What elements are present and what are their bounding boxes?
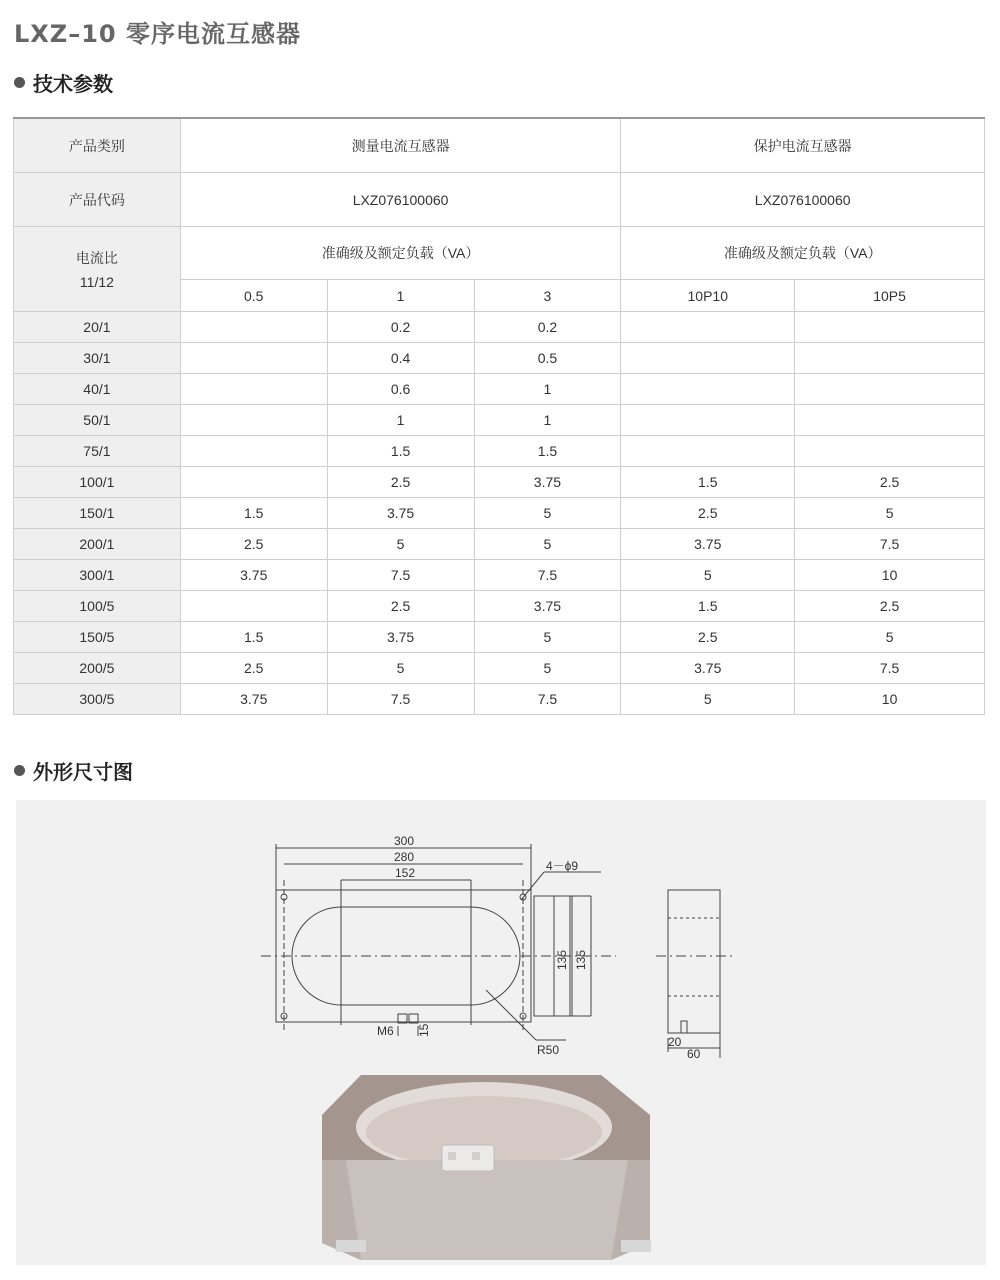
ratio-cell: 300/5 xyxy=(14,684,181,715)
table-row xyxy=(14,436,985,467)
table-row xyxy=(14,653,985,684)
dim-280-label: 280 xyxy=(394,850,415,864)
spec-table xyxy=(13,117,985,715)
value-cell: 2.5 xyxy=(327,467,474,498)
value-cell xyxy=(795,436,985,467)
dimension-drawing xyxy=(16,800,986,1265)
ratio-cell: 30/1 xyxy=(14,343,181,374)
table-row xyxy=(14,684,985,715)
category-measure: 测量电流互感器 xyxy=(180,118,621,173)
ratio-cell: 150/5 xyxy=(14,622,181,653)
value-cell: 7.5 xyxy=(327,560,474,591)
value-cell: 5 xyxy=(621,684,795,715)
dim-15-label: 15 xyxy=(417,1023,431,1037)
table-row xyxy=(14,374,985,405)
value-cell xyxy=(621,374,795,405)
header-ratio-line2: 11/12 xyxy=(79,274,114,290)
value-cell: 10 xyxy=(795,684,985,715)
category-protect: 保护电流互感器 xyxy=(621,118,985,173)
value-cell: 7.5 xyxy=(474,684,621,715)
class-col: 10P10 xyxy=(621,280,795,312)
value-cell: 3.75 xyxy=(180,684,327,715)
ratio-cell: 200/5 xyxy=(14,653,181,684)
ratio-cell: 40/1 xyxy=(14,374,181,405)
value-cell: 0.4 xyxy=(327,343,474,374)
value-cell: 3.75 xyxy=(327,498,474,529)
value-cell: 1 xyxy=(474,374,621,405)
side-view-outline xyxy=(668,890,720,1033)
ratio-cell: 20/1 xyxy=(14,312,181,343)
ratio-cell: 75/1 xyxy=(14,436,181,467)
table-row xyxy=(14,405,985,436)
code-measure: LXZ076100060 xyxy=(180,173,621,227)
header-category: 产品类别 xyxy=(14,118,181,173)
value-cell: 0.2 xyxy=(474,312,621,343)
dimension-drawing-panel xyxy=(16,800,986,1265)
bullet-dot-icon xyxy=(14,77,25,88)
table-row xyxy=(14,560,985,591)
value-cell: 5 xyxy=(795,622,985,653)
value-cell: 2.5 xyxy=(180,529,327,560)
value-cell: 7.5 xyxy=(327,684,474,715)
value-cell: 5 xyxy=(621,560,795,591)
dim-20-label: 20 xyxy=(668,1035,682,1049)
value-cell xyxy=(180,312,327,343)
value-cell: 5 xyxy=(327,529,474,560)
dim-r50-label: R50 xyxy=(537,1043,560,1057)
value-cell: 1.5 xyxy=(474,436,621,467)
header-ratio-line1: 电流比 xyxy=(75,250,118,266)
section-heading-dimension xyxy=(14,756,133,785)
section-heading-spec xyxy=(14,68,113,97)
value-cell: 2.5 xyxy=(795,467,985,498)
value-cell: 10 xyxy=(795,560,985,591)
accuracy-measure: 准确级及额定负载（VA） xyxy=(180,227,621,280)
value-cell: 2.5 xyxy=(621,498,795,529)
value-cell: 1.5 xyxy=(621,467,795,498)
value-cell: 5 xyxy=(474,653,621,684)
value-cell xyxy=(795,405,985,436)
ratio-cell: 100/1 xyxy=(14,467,181,498)
bullet-dot-icon xyxy=(14,765,25,776)
page-title: LXZ–10 零序电流互感器 xyxy=(14,20,301,48)
value-cell xyxy=(180,467,327,498)
dim-135-inner-label: 135 xyxy=(555,949,569,970)
value-cell xyxy=(180,436,327,467)
value-cell: 2.5 xyxy=(180,653,327,684)
value-cell: 2.5 xyxy=(795,591,985,622)
value-cell: 1.5 xyxy=(327,436,474,467)
value-cell: 7.5 xyxy=(795,529,985,560)
table-row xyxy=(14,622,985,653)
value-cell: 5 xyxy=(474,529,621,560)
ratio-cell: 100/5 xyxy=(14,591,181,622)
value-cell xyxy=(621,343,795,374)
section-heading-spec-label: 技术参数 xyxy=(33,72,113,96)
value-cell: 0.5 xyxy=(474,343,621,374)
value-cell: 7.5 xyxy=(474,560,621,591)
table-row xyxy=(14,529,985,560)
value-cell xyxy=(795,343,985,374)
class-col: 0.5 xyxy=(180,280,327,312)
value-cell xyxy=(621,405,795,436)
value-cell: 3.75 xyxy=(180,560,327,591)
value-cell xyxy=(795,374,985,405)
value-cell: 2.5 xyxy=(621,622,795,653)
value-cell xyxy=(180,374,327,405)
header-ratio xyxy=(14,227,181,312)
value-cell xyxy=(180,343,327,374)
value-cell: 5 xyxy=(327,653,474,684)
value-cell: 0.2 xyxy=(327,312,474,343)
product-photo xyxy=(322,1075,651,1260)
class-col: 3 xyxy=(474,280,621,312)
value-cell: 0.6 xyxy=(327,374,474,405)
class-col: 10P5 xyxy=(795,280,985,312)
value-cell: 5 xyxy=(474,622,621,653)
ratio-cell: 200/1 xyxy=(14,529,181,560)
dim-135-outer-label: 135 xyxy=(574,949,588,970)
value-cell: 3.75 xyxy=(474,591,621,622)
value-cell xyxy=(795,312,985,343)
value-cell xyxy=(621,436,795,467)
code-protect: LXZ076100060 xyxy=(621,173,985,227)
value-cell: 7.5 xyxy=(795,653,985,684)
section-heading-dimension-label: 外形尺寸图 xyxy=(33,760,133,784)
table-row xyxy=(14,467,985,498)
ratio-cell: 300/1 xyxy=(14,560,181,591)
value-cell: 3.75 xyxy=(621,529,795,560)
value-cell: 5 xyxy=(474,498,621,529)
table-row xyxy=(14,498,985,529)
dim-holes-label: 4－ϕ9 xyxy=(546,859,579,873)
header-code: 产品代码 xyxy=(14,173,181,227)
table-row xyxy=(14,343,985,374)
value-cell: 3.75 xyxy=(327,622,474,653)
dim-300-label: 300 xyxy=(394,834,415,848)
value-cell: 1.5 xyxy=(621,591,795,622)
dim-152-label: 152 xyxy=(395,866,416,880)
value-cell: 3.75 xyxy=(621,653,795,684)
value-cell: 1 xyxy=(474,405,621,436)
table-row xyxy=(14,591,985,622)
ratio-cell: 150/1 xyxy=(14,498,181,529)
value-cell: 1.5 xyxy=(180,622,327,653)
dim-60-label: 60 xyxy=(687,1047,701,1061)
value-cell xyxy=(180,405,327,436)
ratio-cell: 50/1 xyxy=(14,405,181,436)
table-row xyxy=(14,312,985,343)
value-cell xyxy=(621,312,795,343)
value-cell: 3.75 xyxy=(474,467,621,498)
value-cell: 5 xyxy=(795,498,985,529)
class-col: 1 xyxy=(327,280,474,312)
accuracy-protect: 准确级及额定负载（VA） xyxy=(621,227,985,280)
dim-m6-label: M6 xyxy=(377,1024,394,1038)
value-cell: 1 xyxy=(327,405,474,436)
value-cell: 2.5 xyxy=(327,591,474,622)
value-cell xyxy=(180,591,327,622)
value-cell: 1.5 xyxy=(180,498,327,529)
